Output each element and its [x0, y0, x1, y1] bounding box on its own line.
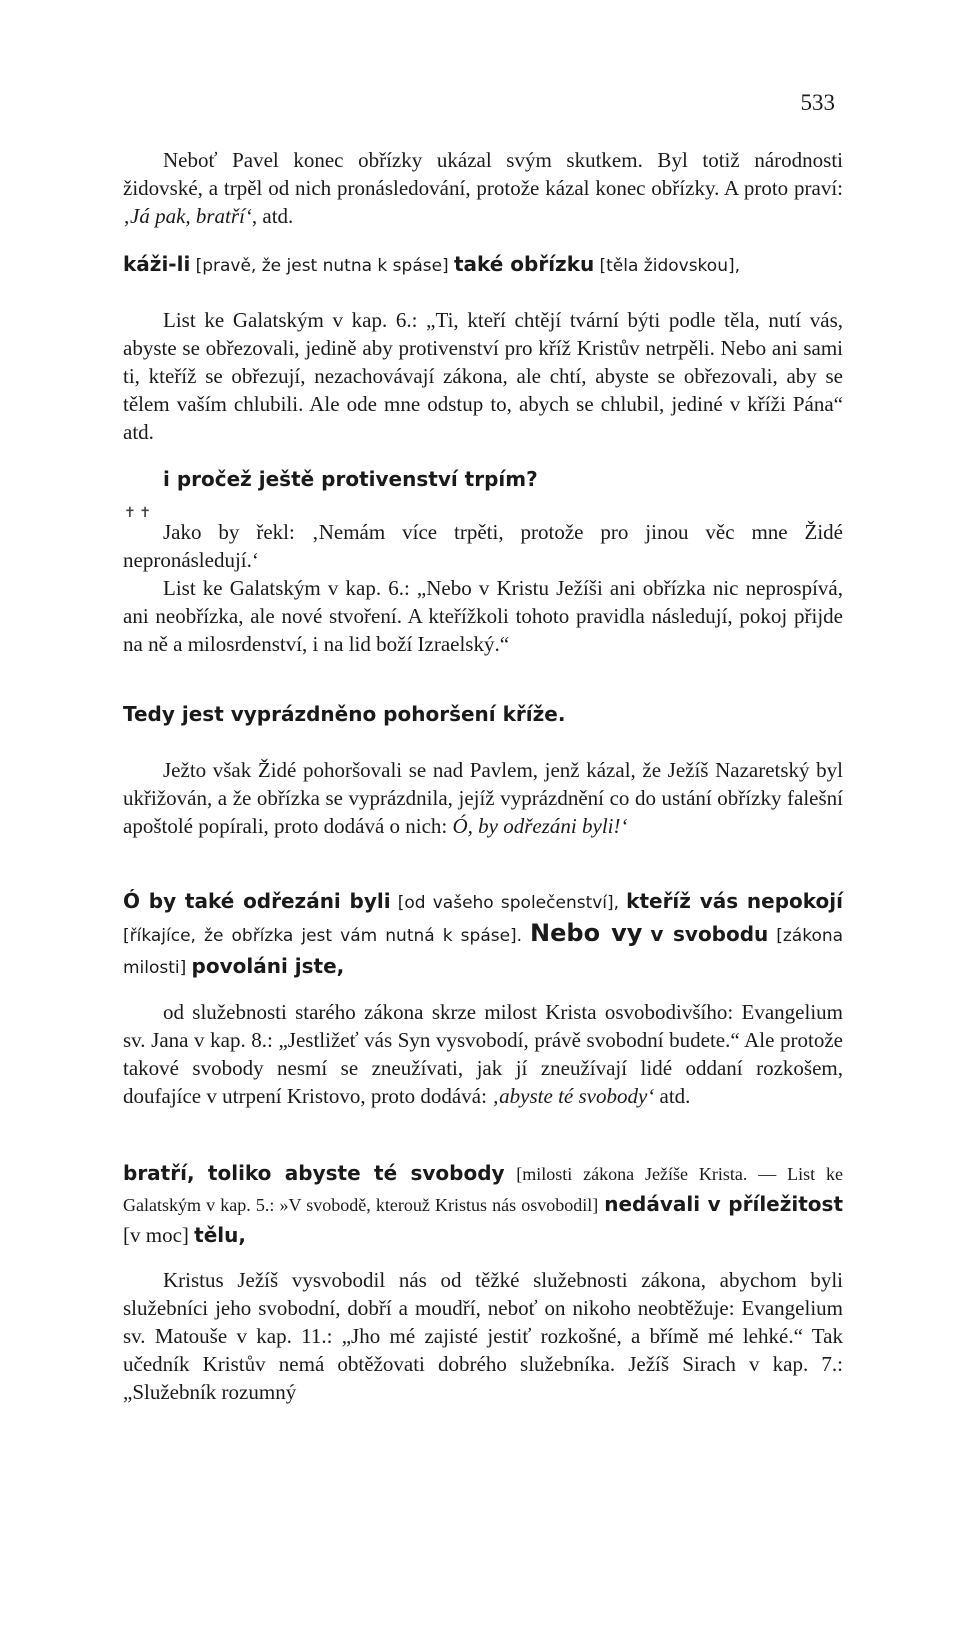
lemma-1: [123, 250, 843, 280]
lemma-5: [123, 1158, 843, 1250]
lemma-4-gloss-3: [zákona milosti]: [123, 926, 844, 978]
paragraph-5-tail: atd.: [654, 1084, 691, 1108]
lemma-5-bold-2: nedávali v příležitost: [604, 1192, 844, 1216]
lemma-2-bold: i pročež ještě protivenství trpím?: [163, 467, 538, 491]
lemma-5-gloss-2: [v moc]: [123, 1223, 189, 1247]
paragraph-6: [123, 1266, 843, 1406]
lemma-4-bold-4: v svobodu: [650, 922, 769, 946]
paragraph-4-quote: Ó, by odřezáni byli!‘: [452, 814, 628, 838]
lemma-3: [123, 700, 843, 728]
paragraph-1: [123, 146, 843, 230]
paragraph-1-text: Neboť Pavel konec obřízky ukázal svým skutkem. Byl totiž národnosti židovské, a trpěl od nich pronásledování, protože kázal konec obřízky. A proto praví:: [123, 148, 843, 200]
lemma-5-bold-3: tělu,: [194, 1223, 246, 1247]
lemma-4-bold-2: kteříž vás nepokojí: [626, 889, 843, 913]
paragraph-4-text: Ježto však Židé pohoršovali se nad Pavlem, jenž kázal, že Ježíš Nazaretský byl ukřižován, a že obřízka se vyprázdnila, jejíž vyprázdnění co do ustání obřízky falešní apoštolé popírali, proto dodává o nich:: [123, 758, 843, 838]
lemma-4-gloss-1: [od vašeho společenství],: [397, 893, 620, 913]
paragraph-2: [123, 306, 843, 446]
lemma-1-gloss-1: [pravě, že jest nutna k spáse]: [195, 256, 449, 276]
lemma-4-bold-5: povoláni jste,: [191, 954, 345, 978]
paragraph-1-tail: , atd.: [251, 204, 294, 228]
lemma-1-gloss-2: [těla židovskou],: [599, 256, 741, 276]
paragraph-3-line-2: List ke Galatským v kap. 6.: „Nebo v Kristu Ježíši ani obřízka nic neprospívá, ani neobřízka, ale nové stvoření. A kteřížkoli tohoto pravidla následují, pokoj přijde na ně a milosrdenství, i na lid boží Izraelský.“: [123, 576, 843, 656]
paragraph-6-text: Kristus Ježíš vysvobodil nás od těžké služebnosti zákona, abychom byli služebníci jeho svobodní, dobří a moudří, neboť on nikoho neobtěžuje: Evangelium sv. Matouše v kap. 11.: „Jho mé zajisté jestiť rozkošné, a břímě mé lehké.“ Tak učedník Kristův nemá obtěžovati dobrého služebníka. Ježíš Sirach v kap. 7.: „Služebník rozumný: [123, 1268, 843, 1404]
paragraph-1-quote: ‚Já pak, bratří‘: [123, 204, 252, 228]
lemma-4-bold-3: Nebo vy: [530, 919, 643, 947]
lemma-3-bold: Tedy jest vyprázdněno pohoršení kříže.: [123, 702, 566, 726]
lemma-5-bold-1: bratří, toliko abyste té svobody: [123, 1161, 505, 1185]
lemma-4: [123, 886, 843, 983]
paragraph-2-text: List ke Galatským v kap. 6.: „Ti, kteří chtějí tvární býti podle těla, nutí vás, abyste se obřezovali, jedině aby protivenství pro kříž Kristův netrpěli. Nebo ani sami ti, kteříž se obřezují, nezachovávají zákona, ale chtí, abyste se obřezovali, aby se tělem vaším chlubili. Ale ode mne odstup to, abych se chlubil, jediné v kříži Pána“ atd.: [123, 308, 843, 444]
paragraph-5: [123, 998, 843, 1110]
paragraph-3: [123, 518, 843, 658]
lemma-5-gloss-1: [milosti zákona Ježíše Krista. — List ke Galatským v kap. 5.: »V svobodě, kterouž Kristus nás osvobodil]: [123, 1164, 843, 1215]
page-number: 533: [800, 90, 835, 115]
lemma-4-bold-1: Ó by také odřezáni byli: [123, 889, 391, 913]
paragraph-5-quote: ‚abyste té svobody‘: [492, 1084, 655, 1108]
lemma-4-gloss-2: [říkajíce, že obřízka jest vám nutná k spáse].: [123, 926, 523, 946]
paragraph-3-line-1: Jako by řekl: ‚Nemám více trpěti, protože pro jinou věc mne Židé nepronásledují.‘: [123, 520, 843, 572]
lemma-1-bold-2: také obřízku: [453, 252, 595, 276]
paragraph-4: [123, 756, 843, 840]
lemma-2: [163, 465, 843, 493]
lemma-1-bold-1: káži-li: [123, 252, 191, 276]
margin-mark: ✝ ✝: [124, 506, 151, 521]
paragraph-5-text: od služebnosti starého zákona skrze milost Krista osvobodivšího: Evangelium sv. Jana v kap. 8.: „Jestližeť vás Syn vysvobodí, právě svobodní budete.“ Ale protože takové svobody nesmí se zneužívati, jak jí zneužívají lidé oddaní rozkošem, doufajíce v utrpení Kristovo, proto dodává:: [123, 1000, 843, 1108]
